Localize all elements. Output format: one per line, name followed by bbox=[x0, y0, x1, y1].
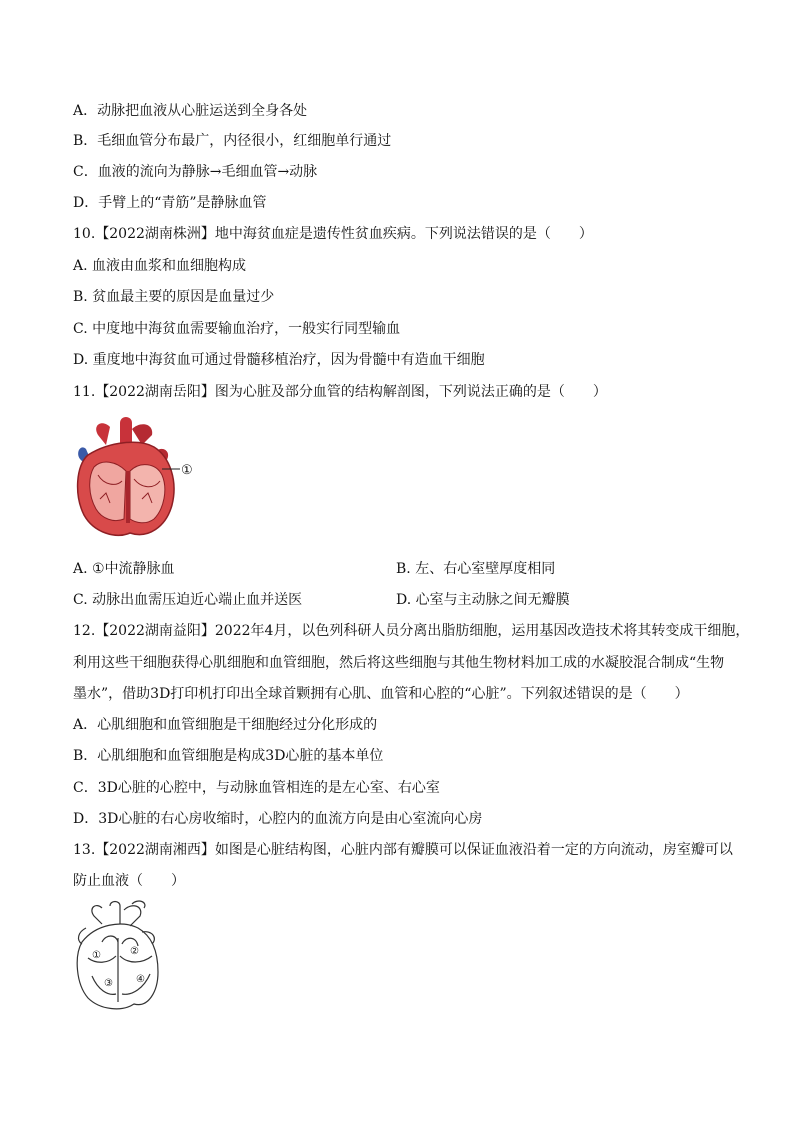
q10-option-c: C. 中度地中海贫血需要输血治疗，一般实行同型输血 bbox=[73, 321, 401, 337]
q12-stem-line-1: 12.【2022湖南益阳】2022年4月，以色列科研人员分离出脂肪细胞，运用基因改造技术将其转变成干细胞， bbox=[73, 623, 750, 639]
q11-option-d: D. 心室与主动脉之间无瓣膜 bbox=[396, 592, 570, 608]
q13-figure-label-4: ④ bbox=[136, 974, 145, 985]
heart-structure-figure bbox=[72, 898, 164, 1014]
q12-stem-line-2: 利用这些干细胞获得心肌细胞和血管细胞，然后将这些细胞与其他生物材料加工成的水凝胶混合制成“生物 bbox=[73, 655, 725, 671]
q12-stem-line-3: 墨水”，借助3D打印机打印出全球首颗拥有心肌、血管和心腔的“心脏”。下列叙述错误的是（ ） bbox=[73, 686, 689, 702]
q12-option-b: B．心肌细胞和血管细胞是构成3D心脏的基本单位 bbox=[73, 748, 384, 764]
q11-option-c: C. 动脉出血需压迫近心端止血并送医 bbox=[73, 592, 303, 608]
heart-outline-drawing bbox=[77, 901, 158, 1009]
q12-option-d: D．3D心脏的右心房收缩时，心腔内的血流方向是由心室流向心房 bbox=[73, 811, 483, 827]
q12-option-a: A．心肌细胞和血管细胞是干细胞经过分化形成的 bbox=[73, 717, 378, 733]
q9-option-a: A．动脉把血液从心脏运送到全身各处 bbox=[73, 103, 308, 119]
q13-stem-line-1: 13.【2022湖南湘西】如图是心脏结构图，心脏内部有瓣膜可以保证血液沿着一定的方向流动，房室瓣可以 bbox=[73, 842, 733, 858]
q10-stem: 10.【2022湖南株洲】地中海贫血症是遗传性贫血疾病。下列说法错误的是（ ） bbox=[73, 226, 593, 242]
heart-drawing bbox=[78, 417, 174, 535]
q13-stem-line-2: 防止血液（ ） bbox=[73, 873, 185, 889]
q11-figure-label: ① bbox=[181, 463, 193, 478]
q13-figure-label-1: ① bbox=[92, 950, 101, 961]
q12-option-c: C．3D心脏的心腔中，与动脉血管相连的是左心室、右心室 bbox=[73, 780, 440, 796]
q11-option-b: B. 左、右心室壁厚度相同 bbox=[396, 561, 556, 577]
q9-option-d: D．手臂上的“青筋”是静脉血管 bbox=[73, 195, 267, 211]
q9-option-c: C．血液的流向为静脉→毛细血管→动脉 bbox=[73, 164, 318, 180]
q10-option-d: D. 重度地中海贫血可通过骨髓移植治疗，因为骨髓中有造血干细胞 bbox=[73, 352, 485, 368]
q11-option-a: A. ①中流静脉血 bbox=[73, 561, 175, 577]
heart-anatomy-figure bbox=[70, 415, 205, 545]
q11-stem: 11.【2022湖南岳阳】图为心脏及部分血管的结构解剖图，下列说法正确的是（ ） bbox=[73, 384, 607, 400]
q10-option-b: B. 贫血最主要的原因是血量过少 bbox=[73, 289, 275, 305]
q10-option-a: A. 血液由血浆和血细胞构成 bbox=[73, 258, 247, 274]
q9-option-b: B．毛细血管分布最广，内径很小，红细胞单行通过 bbox=[73, 133, 392, 149]
q13-figure-label-2: ② bbox=[130, 946, 139, 957]
q13-figure-label-3: ③ bbox=[104, 978, 113, 989]
